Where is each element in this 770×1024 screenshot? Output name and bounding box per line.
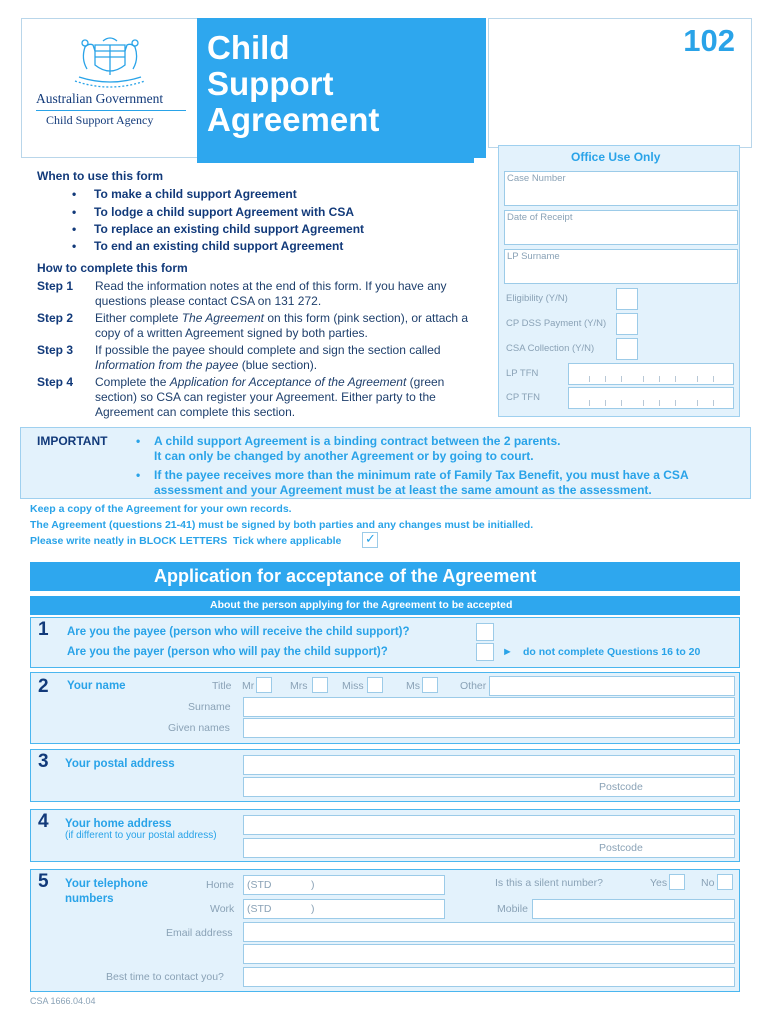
title-ms-label: Ms <box>406 680 420 692</box>
cp-dss-payment-label: CP DSS Payment (Y/N) <box>506 318 607 329</box>
payee-question: Are you the payee (person who will receive the child support)? <box>67 626 410 638</box>
home-address-title: Your home address <box>65 818 172 830</box>
when-item-1-text: To make a child support Agreement <box>94 187 297 201</box>
important-panel <box>20 427 751 499</box>
important-bullet-2-line-1: If the payee receives more than the minimum rate of Family Tax Benefit, you must have a CSA <box>154 468 689 482</box>
eligibility-checkbox[interactable] <box>616 288 638 310</box>
work-phone-label: Work <box>210 903 235 915</box>
when-to-use-heading: When to use this form <box>37 169 163 183</box>
silent-number-question: Is this a silent number? <box>495 877 603 889</box>
application-subheader <box>30 596 740 615</box>
how-to-complete-heading: How to complete this form <box>37 261 188 275</box>
telephone-title-line-2: numbers <box>65 893 114 905</box>
form-number-box <box>488 18 752 148</box>
silent-yes-label: Yes <box>650 877 668 889</box>
csa-collection-checkbox[interactable] <box>616 338 638 360</box>
eligibility-label: Eligibility (Y/N) <box>506 293 568 304</box>
case-number-field[interactable] <box>504 171 738 206</box>
postal-address-line-2[interactable] <box>243 777 735 797</box>
title-ms-checkbox[interactable] <box>422 677 438 693</box>
email-label: Email address <box>166 927 233 939</box>
title-rule <box>197 158 474 163</box>
agency-name: Child Support Agency <box>46 113 154 127</box>
home-phone-field[interactable] <box>243 875 445 895</box>
when-item-4: • To end an existing child support Agreement <box>72 239 344 253</box>
note-keep-copy: Keep a copy of the Agreement for your own records. <box>30 503 292 515</box>
title-mr-label: Mr <box>242 680 255 692</box>
silent-no-checkbox[interactable] <box>717 874 733 890</box>
tick-icon: ✓ <box>365 531 376 546</box>
office-use-heading: Office Use Only <box>571 150 661 164</box>
mobile-label: Mobile <box>497 903 528 915</box>
title-miss-label: Miss <box>342 680 364 692</box>
date-of-receipt-label: Date of Receipt <box>507 212 573 223</box>
when-item-4-text: To end an existing child support Agreement <box>94 239 344 253</box>
email-field-line-1[interactable] <box>243 922 735 942</box>
org-name: Australian Government <box>36 91 164 106</box>
step-4-text: Complete the Application for Acceptance of the Agreement (green section) so CSA can register your Agreement. Either party to the Agreement can complete this section. <box>95 375 445 419</box>
question-3-section <box>30 749 740 802</box>
page-title <box>207 30 379 138</box>
important-bullet-1-line-2: It can only be changed by another Agreement or by going to court. <box>154 449 534 463</box>
lp-surname-label: LP Surname <box>507 251 560 262</box>
postal-postcode-label: Postcode <box>599 781 643 793</box>
postal-address-title: Your postal address <box>65 758 175 770</box>
title-miss-checkbox[interactable] <box>367 677 383 693</box>
application-header <box>30 562 740 591</box>
step-2-label: Step 2 <box>37 311 74 325</box>
title-line-2: Support <box>207 65 334 102</box>
telephone-title-line-1: Your telephone <box>65 878 148 890</box>
step-3-label: Step 3 <box>37 343 74 357</box>
when-item-2: • To lodge a child support Agreement with CSA <box>72 205 355 219</box>
title-mrs-checkbox[interactable] <box>312 677 328 693</box>
footer-code: CSA 1666.04.04 <box>30 996 96 1006</box>
important-label: IMPORTANT <box>37 434 108 448</box>
question-2-section <box>30 672 740 744</box>
note-block-letters: Please write neatly in BLOCK LETTERS Tick where applicable <box>30 535 342 547</box>
home-std-open: (STD <box>247 879 272 891</box>
question-2-number: 2 <box>38 676 49 697</box>
mobile-field[interactable] <box>532 899 735 919</box>
logo-divider <box>36 110 186 111</box>
arrow-icon: ► <box>502 646 513 658</box>
logo-box <box>21 18 199 158</box>
payer-question: Are you the payer (person who will pay the child support)? <box>67 646 388 658</box>
important-bullet-2: • <box>136 468 141 482</box>
step-4-label: Step 4 <box>37 375 74 389</box>
important-bullet-1: • <box>136 434 141 448</box>
work-std-open: (STD <box>247 903 272 915</box>
important-bullet-2-line-2: assessment and your Agreement must be at least the same amount as the assessment. <box>154 483 652 497</box>
best-time-label: Best time to contact you? <box>106 971 224 983</box>
question-1-number: 1 <box>38 619 49 640</box>
tick-example-checkbox <box>362 532 378 548</box>
email-field-line-2[interactable] <box>243 944 735 964</box>
title-line-3: Agreement <box>207 101 380 138</box>
question-5-number: 5 <box>38 871 49 892</box>
payer-checkbox[interactable] <box>476 643 494 661</box>
title-label: Title <box>212 680 232 692</box>
step-2-text: Either complete The Agreement on this form (pink section), or attach a copy of a written Agreement signed by both parties. <box>95 311 469 340</box>
title-mrs-label: Mrs <box>290 680 308 692</box>
title-panel <box>197 18 486 158</box>
postal-address-line-1[interactable] <box>243 755 735 775</box>
question-5-section <box>30 869 740 992</box>
question-3-number: 3 <box>38 751 49 772</box>
when-item-3-text: To replace an existing child support Agreement <box>94 222 365 236</box>
surname-field[interactable] <box>243 697 735 717</box>
given-names-label: Given names <box>168 722 230 734</box>
note-signed: The Agreement (questions 21-41) must be signed by both parties and any changes must be initialled. <box>30 519 534 531</box>
when-item-1: • To make a child support Agreement <box>72 187 297 201</box>
title-other-label: Other <box>460 680 487 692</box>
cp-tfn-field[interactable] <box>568 387 734 409</box>
payee-checkbox[interactable] <box>476 623 494 641</box>
when-item-2-text: To lodge a child support Agreement with CSA <box>94 205 355 219</box>
silent-yes-checkbox[interactable] <box>669 874 685 890</box>
important-bullet-1-line-1: A child support Agreement is a binding contract between the 2 parents. <box>154 434 561 448</box>
lp-tfn-label: LP TFN <box>506 368 539 379</box>
step-1-text: Read the information notes at the end of this form. If you have any questions please contact CSA on 131 272. <box>95 279 447 308</box>
title-mr-checkbox[interactable] <box>256 677 272 693</box>
lp-surname-field[interactable] <box>504 249 738 284</box>
cp-dss-payment-checkbox[interactable] <box>616 313 638 335</box>
question-4-number: 4 <box>38 811 49 832</box>
home-phone-label: Home <box>206 879 235 891</box>
home-std-close: ) <box>311 879 315 891</box>
step-3-text: If possible the payee should complete and sign the section called Information from the payee (blue section). <box>95 343 441 372</box>
step-1-label: Step 1 <box>37 279 74 293</box>
lp-tfn-field[interactable] <box>568 363 734 385</box>
title-other-field[interactable] <box>489 676 735 696</box>
cp-tfn-label: CP TFN <box>506 392 540 403</box>
when-item-3: • To replace an existing child support Agreement <box>72 222 365 236</box>
surname-label: Surname <box>188 701 231 713</box>
silent-no-label: No <box>701 877 715 889</box>
application-subheading: About the person applying for the Agreement to be accepted <box>210 599 513 611</box>
given-names-field[interactable] <box>243 718 735 738</box>
home-address-line-2[interactable] <box>243 838 735 858</box>
case-number-label: Case Number <box>507 173 566 184</box>
csa-collection-label: CSA Collection (Y/N) <box>506 343 595 354</box>
best-time-field[interactable] <box>243 967 735 987</box>
office-use-panel <box>498 145 740 417</box>
your-name-title: Your name <box>67 680 126 692</box>
date-of-receipt-field[interactable] <box>504 210 738 245</box>
application-heading: Application for acceptance of the Agreement <box>154 566 537 586</box>
work-phone-field[interactable] <box>243 899 445 919</box>
title-line-1: Child <box>207 29 290 66</box>
form-number: 102 <box>683 23 735 58</box>
payer-instruction: do not complete Questions 16 to 20 <box>523 646 701 658</box>
coat-of-arms-icon <box>65 27 155 91</box>
home-address-subtitle: (if different to your postal address) <box>65 830 217 841</box>
question-4-section <box>30 809 740 862</box>
home-postcode-label: Postcode <box>599 842 643 854</box>
home-address-line-1[interactable] <box>243 815 735 835</box>
work-std-close: ) <box>311 903 315 915</box>
question-1-section <box>30 617 740 668</box>
